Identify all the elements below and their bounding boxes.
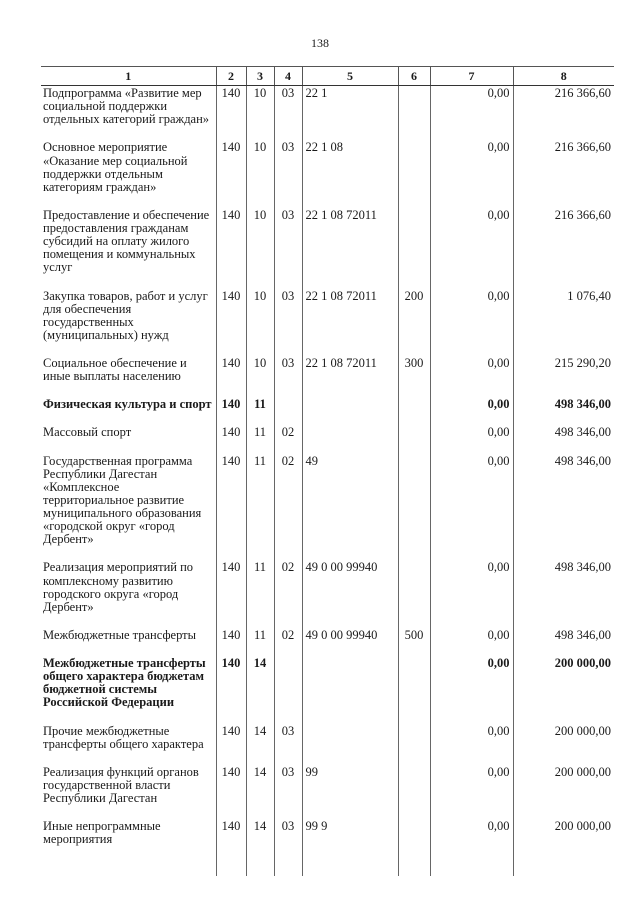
row-ministry-code: 140 bbox=[216, 724, 246, 765]
row-expense-type bbox=[398, 140, 430, 208]
row-name: Иные непрограммные мероприятия bbox=[41, 819, 216, 876]
table-row bbox=[41, 356, 614, 397]
row-subsection-code bbox=[274, 656, 302, 724]
row-subsection-code: 03 bbox=[274, 724, 302, 765]
row-subsection-code: 03 bbox=[274, 140, 302, 208]
row-target-article: 22 1 08 72011 bbox=[302, 208, 398, 289]
row-name: Массовый спорт bbox=[41, 425, 216, 453]
row-ministry-code: 140 bbox=[216, 819, 246, 876]
row-amount-col7: 0,00 bbox=[430, 140, 513, 208]
row-target-article: 99 bbox=[302, 765, 398, 819]
row-amount-col8: 498 346,00 bbox=[513, 560, 614, 628]
table-row bbox=[41, 819, 614, 876]
row-subsection-code: 02 bbox=[274, 425, 302, 453]
row-amount-col7: 0,00 bbox=[430, 356, 513, 397]
row-amount-col7: 0,00 bbox=[430, 454, 513, 561]
row-ministry-code: 140 bbox=[216, 140, 246, 208]
row-expense-type bbox=[398, 425, 430, 453]
row-expense-type: 300 bbox=[398, 356, 430, 397]
row-amount-col7: 0,00 bbox=[430, 397, 513, 425]
row-expense-type bbox=[398, 724, 430, 765]
row-amount-col7: 0,00 bbox=[430, 560, 513, 628]
table-row bbox=[41, 724, 614, 765]
row-subsection-code: 03 bbox=[274, 356, 302, 397]
table-row bbox=[41, 425, 614, 453]
budget-table bbox=[41, 66, 614, 876]
row-amount-col8: 200 000,00 bbox=[513, 765, 614, 819]
row-amount-col8: 215 290,20 bbox=[513, 356, 614, 397]
row-ministry-code: 140 bbox=[216, 656, 246, 724]
table-row bbox=[41, 289, 614, 357]
row-section-code: 10 bbox=[246, 208, 274, 289]
table-row bbox=[41, 140, 614, 208]
row-subsection-code: 03 bbox=[274, 208, 302, 289]
row-section-code: 11 bbox=[246, 397, 274, 425]
row-amount-col7: 0,00 bbox=[430, 724, 513, 765]
row-expense-type bbox=[398, 86, 430, 141]
column-header: 1 bbox=[41, 67, 216, 86]
table-row bbox=[41, 454, 614, 561]
row-target-article bbox=[302, 656, 398, 724]
row-amount-col8: 1 076,40 bbox=[513, 289, 614, 357]
row-amount-col7: 0,00 bbox=[430, 289, 513, 357]
row-subsection-code: 02 bbox=[274, 628, 302, 656]
row-section-code: 11 bbox=[246, 560, 274, 628]
table-row bbox=[41, 656, 614, 724]
row-amount-col7: 0,00 bbox=[430, 656, 513, 724]
row-expense-type bbox=[398, 656, 430, 724]
row-amount-col8: 498 346,00 bbox=[513, 425, 614, 453]
row-amount-col8: 498 346,00 bbox=[513, 628, 614, 656]
row-name: Закупка товаров, работ и услуг для обеспечения государственных (муниципальных) нужд bbox=[41, 289, 216, 357]
row-ministry-code: 140 bbox=[216, 765, 246, 819]
row-section-code: 10 bbox=[246, 140, 274, 208]
row-expense-type bbox=[398, 454, 430, 561]
row-target-article bbox=[302, 397, 398, 425]
row-target-article: 49 bbox=[302, 454, 398, 561]
row-section-code: 11 bbox=[246, 425, 274, 453]
row-section-code: 14 bbox=[246, 656, 274, 724]
column-header: 8 bbox=[513, 67, 614, 86]
row-amount-col8: 216 366,60 bbox=[513, 140, 614, 208]
row-amount-col7: 0,00 bbox=[430, 765, 513, 819]
row-expense-type bbox=[398, 819, 430, 876]
page-number: 138 bbox=[311, 36, 329, 50]
row-subsection-code: 03 bbox=[274, 819, 302, 876]
row-name: Реализация функций органов государственной власти Республики Дагестан bbox=[41, 765, 216, 819]
row-ministry-code: 140 bbox=[216, 86, 246, 141]
table-row bbox=[41, 560, 614, 628]
row-section-code: 14 bbox=[246, 819, 274, 876]
row-target-article bbox=[302, 425, 398, 453]
row-section-code: 11 bbox=[246, 628, 274, 656]
row-target-article: 99 9 bbox=[302, 819, 398, 876]
row-name: Прочие межбюджетные трансферты общего характера bbox=[41, 724, 216, 765]
row-ministry-code: 140 bbox=[216, 356, 246, 397]
row-amount-col7: 0,00 bbox=[430, 208, 513, 289]
row-section-code: 10 bbox=[246, 86, 274, 141]
row-amount-col7: 0,00 bbox=[430, 425, 513, 453]
row-target-article bbox=[302, 724, 398, 765]
row-amount-col8: 200 000,00 bbox=[513, 819, 614, 876]
row-name: Подпрограмма «Развитие мер социальной поддержки отдельных категорий граждан» bbox=[41, 86, 216, 141]
row-section-code: 14 bbox=[246, 765, 274, 819]
row-expense-type bbox=[398, 560, 430, 628]
row-name: Физическая культура и спорт bbox=[41, 397, 216, 425]
row-amount-col7: 0,00 bbox=[430, 819, 513, 876]
table-row bbox=[41, 628, 614, 656]
row-amount-col8: 200 000,00 bbox=[513, 724, 614, 765]
table-row bbox=[41, 397, 614, 425]
column-header: 3 bbox=[246, 67, 274, 86]
row-section-code: 14 bbox=[246, 724, 274, 765]
row-target-article: 22 1 08 bbox=[302, 140, 398, 208]
row-expense-type bbox=[398, 397, 430, 425]
column-header: 6 bbox=[398, 67, 430, 86]
row-expense-type: 200 bbox=[398, 289, 430, 357]
column-header: 5 bbox=[302, 67, 398, 86]
row-target-article: 22 1 bbox=[302, 86, 398, 141]
row-amount-col8: 498 346,00 bbox=[513, 454, 614, 561]
row-ministry-code: 140 bbox=[216, 628, 246, 656]
row-target-article: 49 0 00 99940 bbox=[302, 628, 398, 656]
table-row bbox=[41, 208, 614, 289]
row-subsection-code bbox=[274, 397, 302, 425]
table-row bbox=[41, 86, 614, 141]
row-subsection-code: 03 bbox=[274, 765, 302, 819]
row-ministry-code: 140 bbox=[216, 425, 246, 453]
column-header: 7 bbox=[430, 67, 513, 86]
row-expense-type: 500 bbox=[398, 628, 430, 656]
row-expense-type bbox=[398, 765, 430, 819]
row-name: Основное мероприятие «Оказание мер социальной поддержки отдельным категориям граждан» bbox=[41, 140, 216, 208]
row-subsection-code: 03 bbox=[274, 86, 302, 141]
row-target-article: 22 1 08 72011 bbox=[302, 356, 398, 397]
row-name: Государственная программа Республики Дагестан «Комплексное территориальное развитие муниципального образования «городской округ «город Дербент» bbox=[41, 454, 216, 561]
row-amount-col8: 216 366,60 bbox=[513, 208, 614, 289]
row-ministry-code: 140 bbox=[216, 397, 246, 425]
row-ministry-code: 140 bbox=[216, 454, 246, 561]
table-row bbox=[41, 765, 614, 819]
row-section-code: 10 bbox=[246, 356, 274, 397]
row-name: Социальное обеспечение и иные выплаты населению bbox=[41, 356, 216, 397]
row-amount-col8: 200 000,00 bbox=[513, 656, 614, 724]
row-subsection-code: 02 bbox=[274, 560, 302, 628]
row-ministry-code: 140 bbox=[216, 289, 246, 357]
row-name: Предоставление и обеспечение предоставления гражданам субсидий на оплату жилого помещения и коммунальных услуг bbox=[41, 208, 216, 289]
row-amount-col8: 216 366,60 bbox=[513, 86, 614, 141]
row-section-code: 11 bbox=[246, 454, 274, 561]
row-name: Межбюджетные трансферты общего характера бюджетам бюджетной системы Российской Федерации bbox=[41, 656, 216, 724]
row-ministry-code: 140 bbox=[216, 560, 246, 628]
row-name: Реализация мероприятий по комплексному развитию городского округа «город Дербент» bbox=[41, 560, 216, 628]
row-amount-col7: 0,00 bbox=[430, 628, 513, 656]
row-target-article: 49 0 00 99940 bbox=[302, 560, 398, 628]
row-expense-type bbox=[398, 208, 430, 289]
row-name: Межбюджетные трансферты bbox=[41, 628, 216, 656]
row-section-code: 10 bbox=[246, 289, 274, 357]
row-amount-col7: 0,00 bbox=[430, 86, 513, 141]
column-header: 4 bbox=[274, 67, 302, 86]
row-subsection-code: 03 bbox=[274, 289, 302, 357]
row-subsection-code: 02 bbox=[274, 454, 302, 561]
row-ministry-code: 140 bbox=[216, 208, 246, 289]
column-header: 2 bbox=[216, 67, 246, 86]
table-header-row bbox=[41, 67, 614, 86]
row-target-article: 22 1 08 72011 bbox=[302, 289, 398, 357]
row-amount-col8: 498 346,00 bbox=[513, 397, 614, 425]
